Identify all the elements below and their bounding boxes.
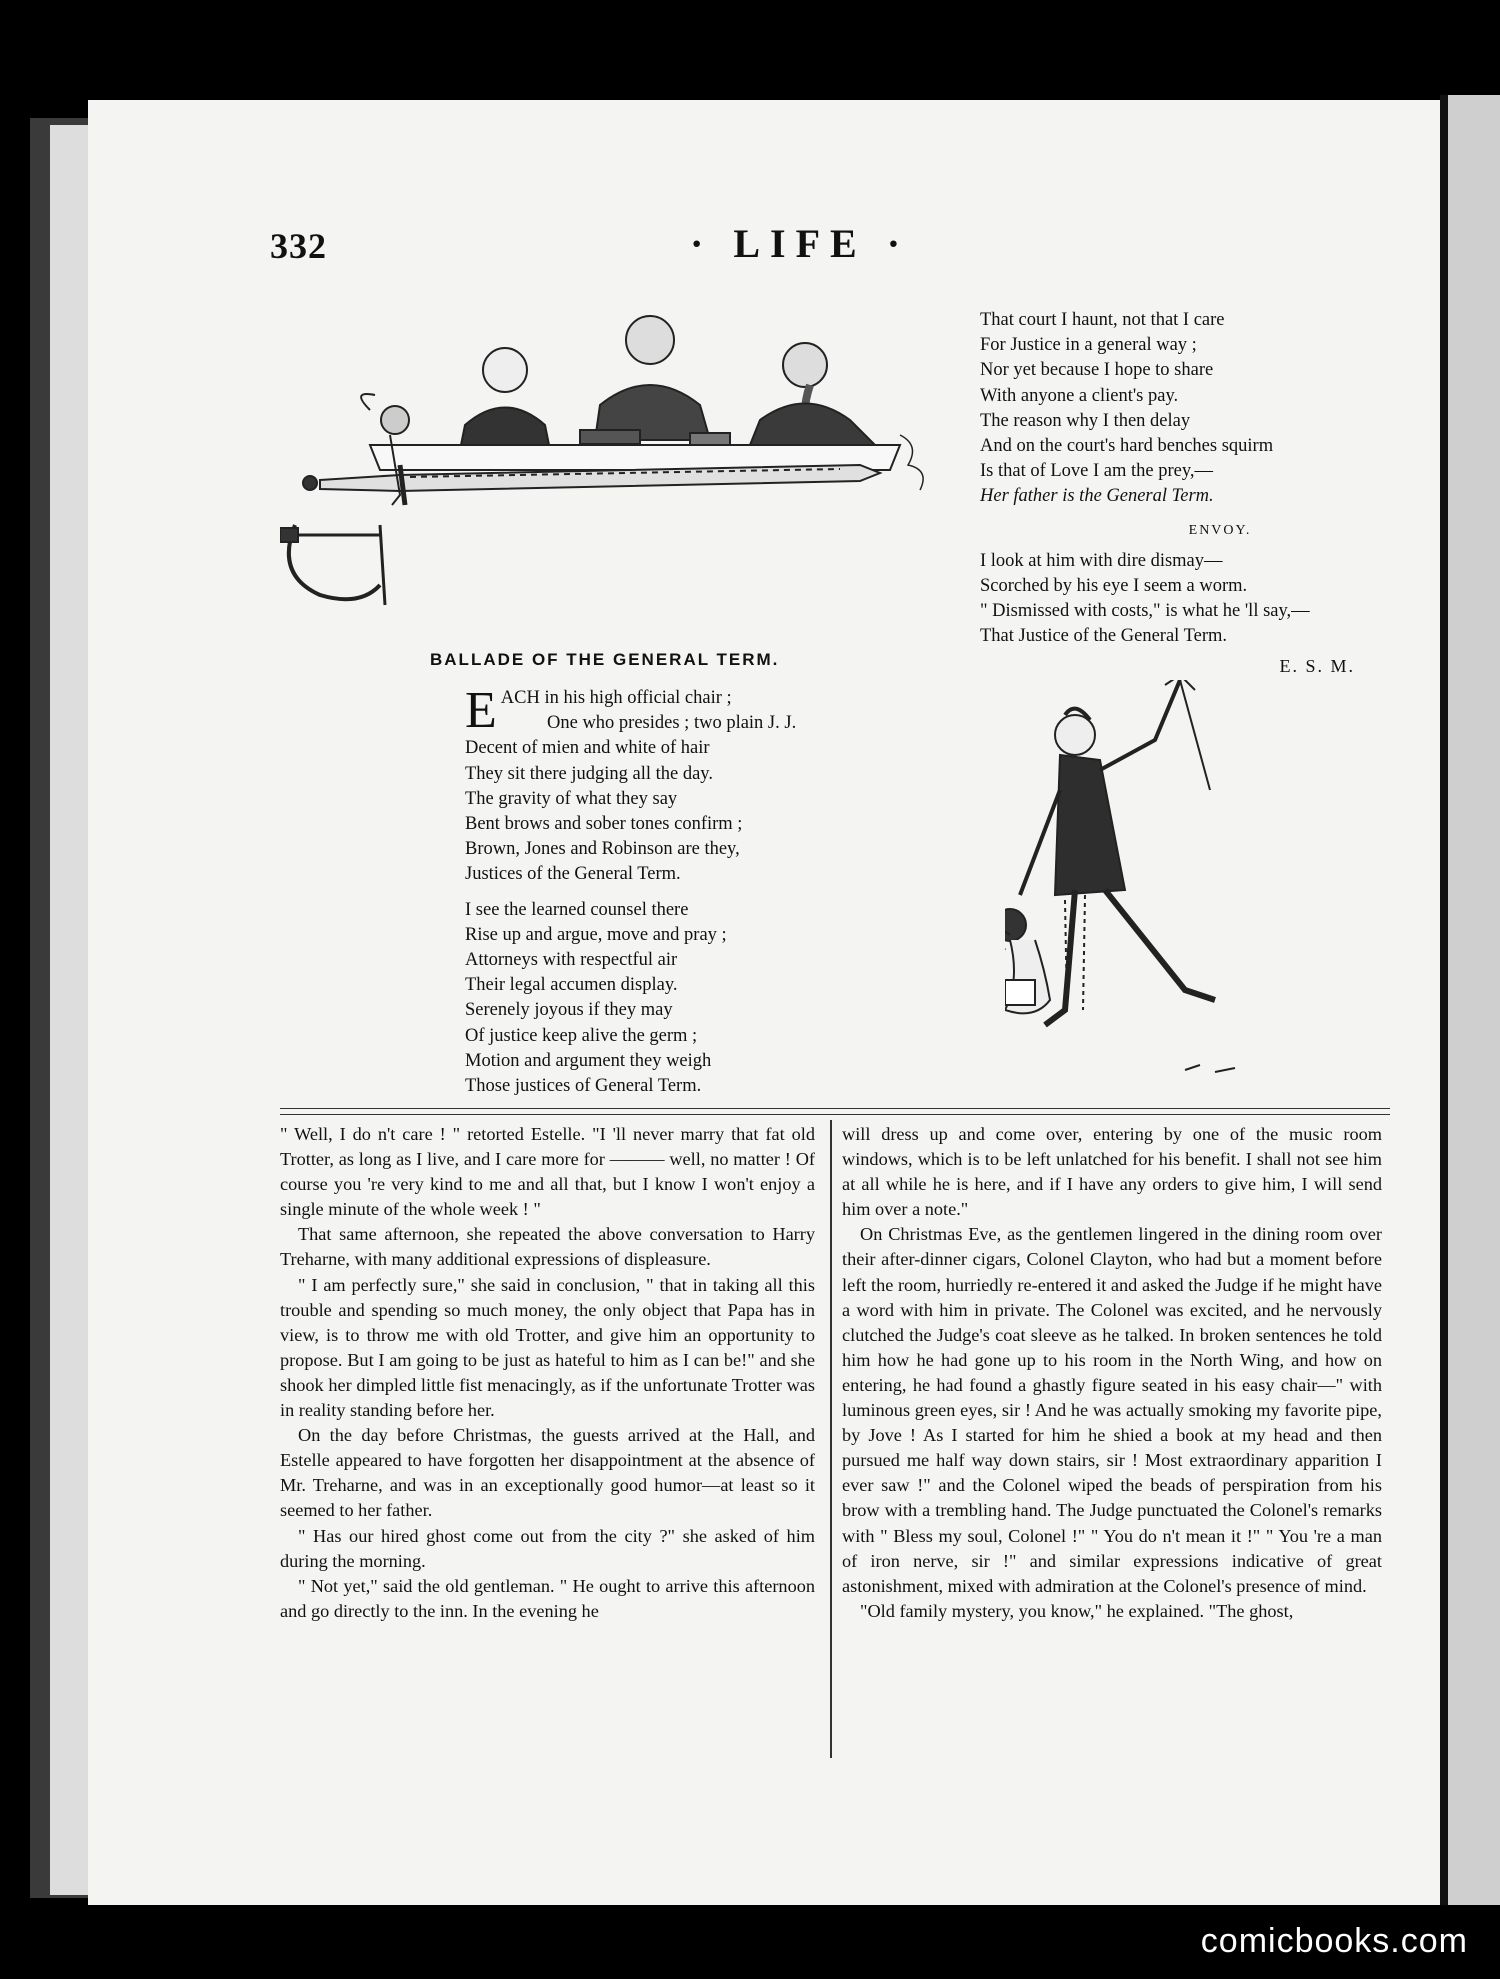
- dandy-and-cherub-illustration: [1005, 680, 1305, 1085]
- poem-line: ACH in his high official chair ;: [500, 688, 732, 708]
- poem-line: That court I haunt, not that I care: [980, 310, 1225, 330]
- poem-line: One who presides ; two plain J. J.: [547, 713, 797, 734]
- story-paragraph: On the day before Christmas, the guests arrived at the Hall, and Estelle appeared to have forgotten her disappointment at the absence of Mr. Treharne, and was in an exceptionally good humor—at least so it seemed to her father.: [280, 1425, 815, 1521]
- poem-line: I see the learned counsel there: [465, 899, 689, 920]
- poem-line: The gravity of what they say: [465, 788, 678, 809]
- story-paragraph: " Not yet," said the old gentleman. " He ought to arrive this afternoon and go directly to the inn. In the evening he: [280, 1575, 815, 1621]
- poem-line: Motion and argument they weigh: [465, 1050, 712, 1071]
- drop-cap-letter: E: [465, 682, 497, 739]
- story-column-left: [280, 1122, 815, 1624]
- envoy-line: That Justice of the General Term.: [980, 626, 1227, 647]
- poem-line: Decent of mien and white of hair: [465, 738, 710, 759]
- poem-line: They sit there judging all the day.: [465, 763, 713, 784]
- poem-line: Those justices of General Term.: [465, 1076, 702, 1097]
- poem-line: With anyone a client's pay.: [980, 385, 1179, 406]
- story-paragraph: On Christmas Eve, as the gentlemen lingered in the dining room over their after-dinner cigars, Colonel Clayton, who had but a moment before left the room, hurriedly re-entered it and asked the Judge if he might have a word with him in private. The Colonel was excited, and he nervously clutched the Judge's coat sleeve as he talked. In broken sentences he told him how he had gone up to his room in the North Wing, and how on entering, he had found a ghastly figure seated in his easy chair—" with luminous green eyes, sir ! And he was actually smoking my favorite pipe, by Jove ! As I started for him he shied a book at my head and then pursued me half way down stairs, sir ! Most extraordinary apparition I ever saw !" and the Colonel wiped the beads of perspiration from his brow with a trembling hand. The Judge punctuated the Colonel's remarks with " Bless my soul, Colonel !" " You do n't mean it !" " You 're a man of iron nerve, sir !" and similar expressions indicative of great astonishment, mixed with admiration at the Colonel's presence of mind.: [842, 1224, 1382, 1596]
- story-column-right: [842, 1122, 1382, 1624]
- poem-signature: E. S. M.: [1279, 655, 1355, 676]
- story-paragraph: " I am perfectly sure," she said in conclusion, " that in taking all this trouble and spending so much money, the only object that Papa has in view, is to throw me with old Trotter, and give him an opportunity to propose. But I am going to be just as hateful to him as I can be!" and she shook her dimpled little fist menacingly, as if the unfortunate Trotter was in reality standing before her.: [280, 1274, 815, 1421]
- poem-line: And on the court's hard benches squirm: [980, 436, 1274, 457]
- masthead-title: · LIFE ·: [690, 221, 911, 266]
- story-paragraph: " Well, I do n't care ! " retorted Estelle. "I 'll never marry that fat old Trotter, as long as I live, and I care more for ——— well, no matter ! Of course you 're very kind to me and all that, but I know I won't enjoy a single minute of the whole week ! ": [280, 1124, 815, 1220]
- envoy-line: " Dismissed with costs," is what he 'll say,—: [980, 601, 1310, 622]
- envoy-line: Scorched by his eye I seem a worm.: [980, 576, 1248, 597]
- poem-line: Bent brows and sober tones confirm ;: [465, 814, 743, 835]
- poem-line: Nor yet because I hope to share: [980, 360, 1214, 381]
- story-paragraph: will dress up and come over, entering by one of the music room windows, which is to be left unlatched for his benefit. I shall not see him at all while he is here, and if I have any orders to give him, I will send him over a note.": [842, 1124, 1382, 1220]
- poem-line: Serenely joyous if they may: [465, 1000, 673, 1021]
- poem-line: For Justice in a general way ;: [980, 335, 1197, 356]
- story-paragraph: That same afternoon, she repeated the above conversation to Harry Treharne, with many additional expressions of displeasure.: [280, 1224, 815, 1270]
- envoy-line: I look at him with dire dismay—: [980, 550, 1223, 571]
- poem-line: Attorneys with respectful air: [465, 950, 678, 971]
- column-divider: [830, 1120, 832, 1758]
- scan-right-edge: [1448, 95, 1500, 1905]
- page-number: 332: [270, 226, 327, 266]
- poem-body: [465, 682, 945, 1099]
- poem-line: Is that of Love I am the prey,—: [980, 461, 1214, 482]
- poem-line: Of justice keep alive the germ ;: [465, 1025, 698, 1046]
- poem-title: BALLADE OF THE GENERAL TERM.: [430, 650, 780, 669]
- story-paragraph: "Old family mystery, you know," he explained. "The ghost,: [860, 1600, 1294, 1621]
- poem-line: Rise up and argue, move and pray ;: [465, 924, 727, 945]
- poem-line: Brown, Jones and Robinson are they,: [465, 839, 740, 860]
- poem-line: Justices of the General Term.: [465, 864, 681, 885]
- poem-continuation: [980, 308, 1400, 679]
- poem-line: Their legal accumen display.: [465, 975, 678, 996]
- poem-refrain-line: Her father is the General Term.: [980, 486, 1214, 507]
- judges-illustration: [280, 295, 960, 635]
- section-divider-rule: [280, 1108, 1390, 1115]
- story-paragraph: " Has our hired ghost come out from the city ?" she asked of him during the morning.: [280, 1525, 815, 1571]
- envoy-heading: ENVOY.: [1188, 522, 1252, 538]
- poem-line: The reason why I then delay: [980, 410, 1191, 431]
- site-watermark: comicbooks.com: [1200, 1922, 1468, 1960]
- scan-left-edge-inner: [50, 125, 90, 1895]
